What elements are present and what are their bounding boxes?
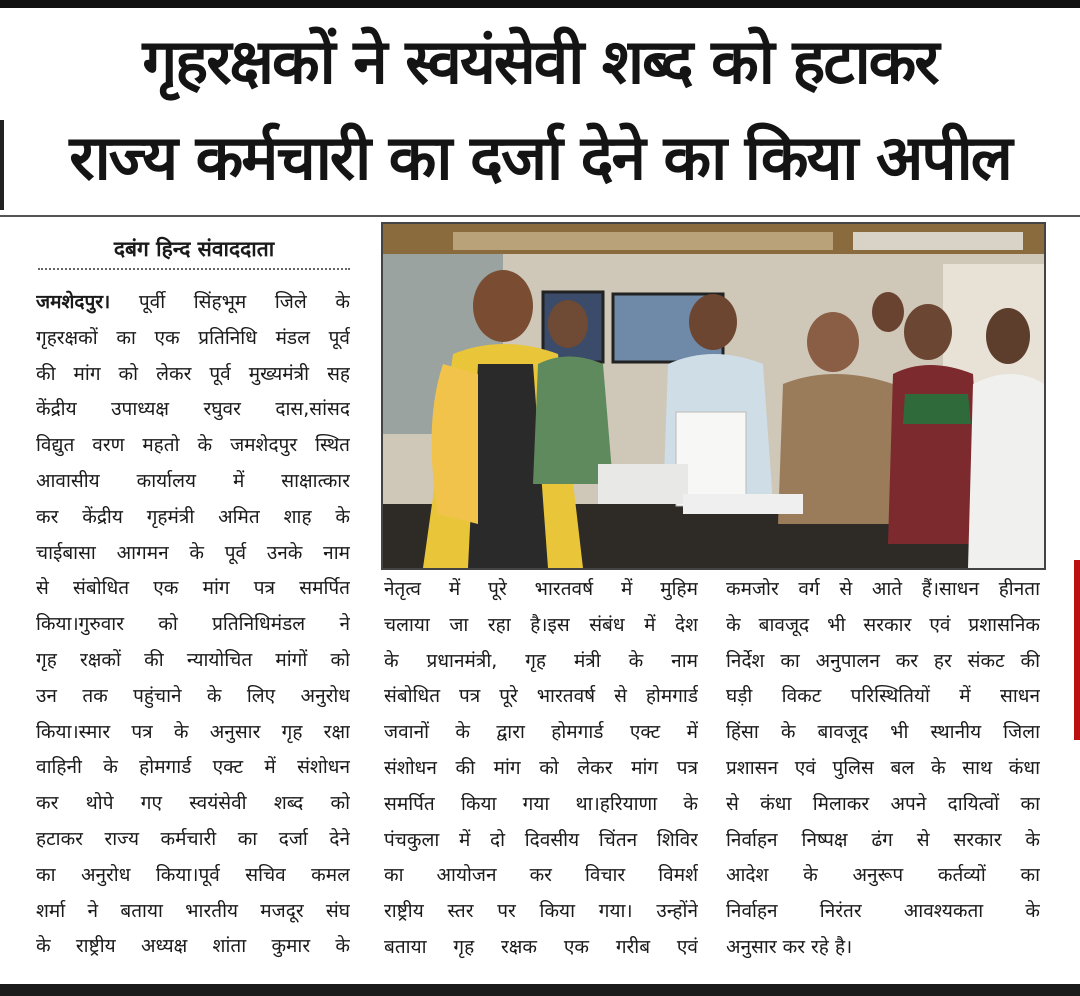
text-line: बताया गृह रक्षक एक गरीब एवं xyxy=(384,935,698,958)
text-line: उन तक पहुंचाने के लिए अनुरोध xyxy=(36,684,350,707)
text-line: से कंधा मिलाकर अपने दायित्वों का xyxy=(726,792,1040,815)
text-line: अनुसार कर रहे है। xyxy=(726,935,853,958)
headline xyxy=(20,14,1060,206)
text-line: वाहिनी के होमगार्ड एक्ट में संशोधन xyxy=(36,756,350,779)
dateline-place: जमशेदपुर। xyxy=(36,291,111,313)
text-line: चलाया जा रहा है।इस संबंध में देश xyxy=(384,613,698,636)
bottom-border xyxy=(0,984,1080,996)
group-photo-icon xyxy=(383,224,1044,568)
text-line: आदेश के अनुरूप कर्तव्यों का xyxy=(726,864,1040,887)
text-line: कर केंद्रीय गृहमंत्री अमित शाह के xyxy=(36,505,350,528)
text-line: आवासीय कार्यालय में साक्षात्कार xyxy=(36,469,350,492)
text-line: शर्मा ने बताया भारतीय मजदूर संघ xyxy=(36,899,350,922)
text-line: का अनुरोध किया।पूर्व सचिव कमल xyxy=(36,863,350,886)
text-line: समर्पित किया गया था।हरियाणा के xyxy=(384,792,698,815)
top-border xyxy=(0,0,1080,8)
text-line: निर्वाहन निष्पक्ष ढंग से सरकार के xyxy=(726,828,1040,851)
text-line: घड़ी विकट परिस्थितियों में साधन xyxy=(726,685,1040,708)
text-line: गृह रक्षकों की न्यायोचित मांगों को xyxy=(36,648,350,671)
text-line: निर्देश का अनुपालन कर हर संकट की xyxy=(726,649,1040,672)
text-line: चाईबासा आगमन के पूर्व उनके नाम xyxy=(36,541,350,564)
left-edge-mark xyxy=(0,120,4,210)
text-line: के प्रधानमंत्री, गृह मंत्री के नाम xyxy=(384,649,698,672)
text-line: किया।स्मार पत्र के अनुसार गृह रक्षा xyxy=(36,720,350,743)
text-line: की मांग को लेकर पूर्व मुख्यमंत्री सह xyxy=(36,362,350,385)
news-photo xyxy=(381,222,1046,570)
text-line: से संबोधित एक मांग पत्र समर्पित xyxy=(36,577,350,600)
text-line: के राष्ट्रीय अध्यक्ष शांता कुमार के xyxy=(36,935,350,958)
text-line: विद्युत वरण महतो के जमशेदपुर स्थित xyxy=(36,434,350,457)
text-line: का आयोजन कर विचार विमर्श xyxy=(384,864,698,887)
text-line: प्रशासन एवं पुलिस बल के साथ कंधा xyxy=(726,756,1040,779)
right-edge-mark xyxy=(1074,560,1080,740)
article-column-3 xyxy=(726,572,1040,966)
text-line: किया।गुरुवार को प्रतिनिधिमंडल ने xyxy=(36,613,350,636)
text-line: जमशेदपुर। पूर्वी सिंहभूम जिले के xyxy=(36,291,350,313)
byline: दबंग हिन्द संवाददाता xyxy=(113,237,275,261)
headline-line-2: राज्य कर्मचारी का दर्जा देने का किया अपील xyxy=(69,121,1011,194)
text-line: हिंसा के बावजूद भी स्थानीय जिला xyxy=(726,721,1040,744)
text-line: निर्वाहन निरंतर आवश्यकता के xyxy=(726,900,1040,923)
text-line: पंचकुला में दो दिवसीय चिंतन शिविर xyxy=(384,828,698,851)
text-line: हटाकर राज्य कर्मचारी का दर्जा देने xyxy=(36,827,350,850)
article-column-1 xyxy=(36,285,350,965)
text-line: केंद्रीय उपाध्यक्ष रघुवर दास,सांसद xyxy=(36,398,350,421)
text-line: गृहरक्षकों का एक प्रतिनिधि मंडल पूर्व xyxy=(36,326,350,349)
headline-line-1: गृहरक्षकों ने स्वयंसेवी शब्द को हटाकर xyxy=(142,25,938,98)
byline-divider xyxy=(38,268,350,270)
text-line: संबोधित पत्र पूरे भारतवर्ष से होमगार्ड xyxy=(384,685,698,708)
article-column-2 xyxy=(384,572,698,966)
text-line: जवानों के द्वारा होमगार्ड एक्ट में xyxy=(384,721,698,744)
text-line: नेतृत्व में पूरे भारतवर्ष में मुहिम xyxy=(384,578,698,600)
text-line: के बावजूद भी सरकार एवं प्रशासनिक xyxy=(726,613,1040,636)
text-line: राष्ट्रीय स्तर पर किया गया। उन्होंने xyxy=(384,900,698,923)
text-line: कर थोपे गए स्वयंसेवी शब्द को xyxy=(36,792,350,815)
text-line: संशोधन की मांग को लेकर मांग पत्र xyxy=(384,756,698,779)
headline-divider xyxy=(0,215,1080,217)
text-line: कमजोर वर्ग से आते हैं।साधन हीनता xyxy=(726,578,1040,600)
